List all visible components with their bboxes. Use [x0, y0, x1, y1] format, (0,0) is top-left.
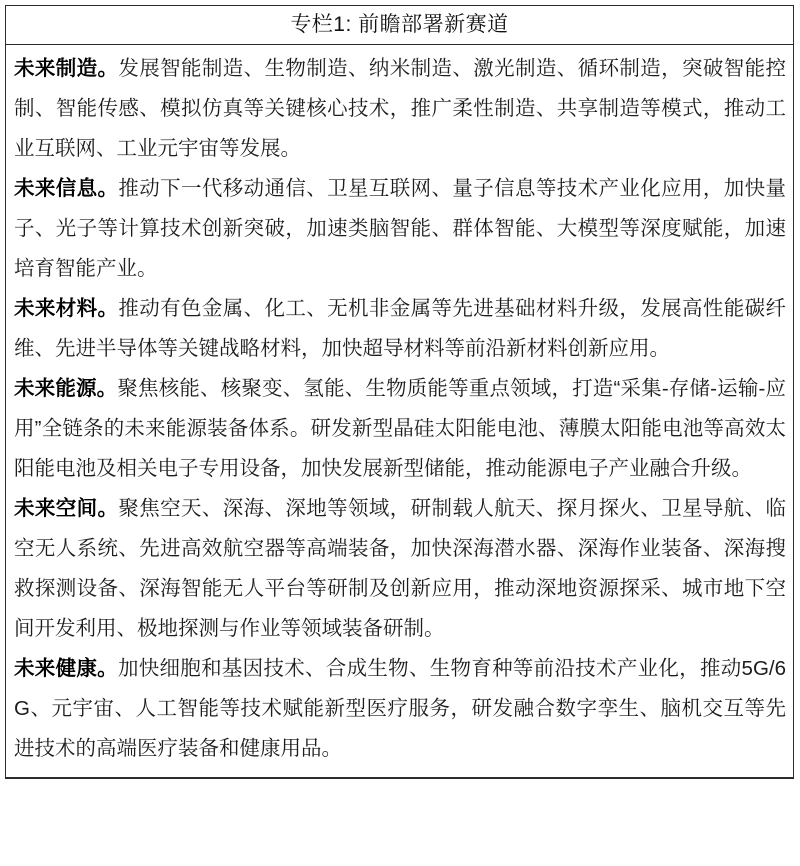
entry-future-information	[14, 169, 786, 289]
entry-future-materials	[14, 289, 786, 369]
entry-future-manufacturing	[14, 49, 786, 169]
feature-box-content	[6, 45, 793, 777]
entry-future-health	[14, 649, 786, 769]
feature-box-table	[5, 5, 794, 779]
entry-body-text: 推动下一代移动通信、卫星互联网、量子信息等技术产业化应用，加快量子、光子等计算技术创新突破，加速类脑智能、群体智能、大模型等深度赋能，加速培育智能产业。	[14, 177, 786, 280]
entry-body-text: 发展智能制造、生物制造、纳米制造、激光制造、循环制造，突破智能控制、智能传感、模拟仿真等关键核心技术，推广柔性制造、共享制造等模式，推动工业互联网、工业元宇宙等发展。	[14, 57, 786, 160]
entry-label: 未来能源。	[14, 377, 118, 400]
entry-label: 未来材料。	[14, 297, 119, 320]
entry-body-text: 加快细胞和基因技术、合成生物、生物育种等前沿技术产业化，推动5G/6G、元宇宙、人工智能等技术赋能新型医疗服务，研发融合数字孪生、脑机交互等先进技术的高端医疗装备和健康用品。	[14, 657, 786, 760]
entry-label: 未来制造。	[14, 57, 119, 80]
entry-label: 未来信息。	[14, 177, 119, 200]
entry-label: 未来空间。	[14, 497, 119, 520]
entry-body-text: 推动有色金属、化工、无机非金属等先进基础材料升级，发展高性能碳纤维、先进半导体等关键战略材料，加快超导材料等前沿新材料创新应用。	[14, 297, 786, 360]
entry-label: 未来健康。	[14, 657, 118, 680]
entry-future-energy	[14, 369, 786, 489]
page-title: 专栏1: 前瞻部署新赛道	[6, 6, 793, 45]
entry-body-text: 聚焦空天、深海、深地等领域，研制载人航天、探月探火、卫星导航、临空无人系统、先进高效航空器等高端装备，加快深海潜水器、深海作业装备、深海搜救探测设备、深海智能无人平台等研制及创新应用，推动深地资源探采、城市地下空间开发利用、极地探测与作业等领域装备研制。	[14, 497, 786, 640]
entry-future-space	[14, 489, 786, 649]
entry-body-text: 聚焦核能、核聚变、氢能、生物质能等重点领域，打造“采集-存储-运输-应用”全链条的未来能源装备体系。研发新型晶硅太阳能电池、薄膜太阳能电池等高效太阳能电池及相关电子专用设备，加快发展新型储能，推动能源电子产业融合升级。	[14, 377, 786, 480]
